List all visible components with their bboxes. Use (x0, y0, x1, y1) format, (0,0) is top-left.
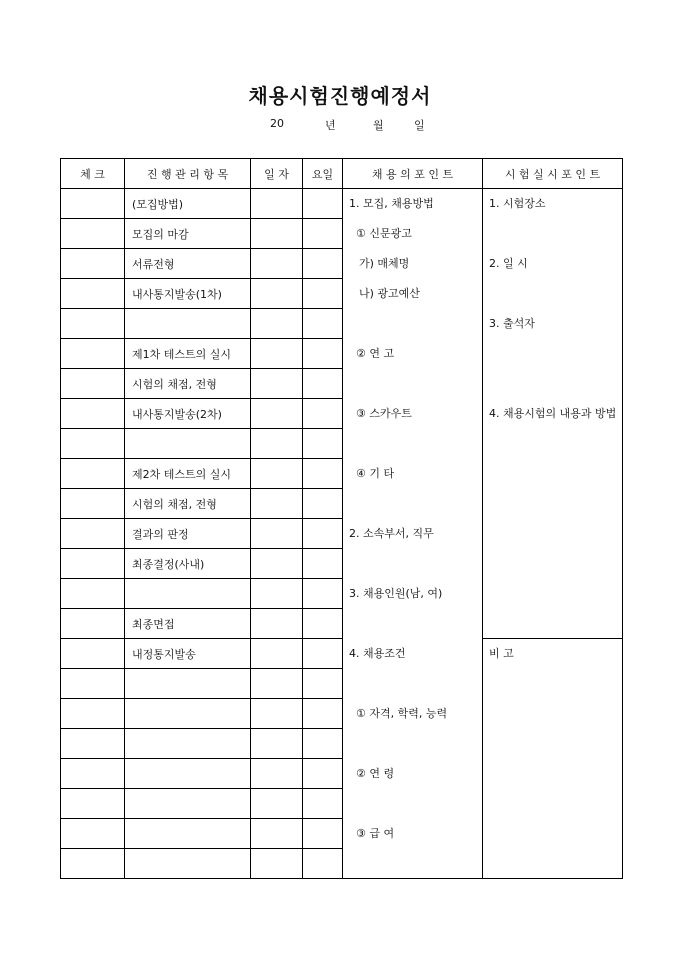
weekday-cell[interactable] (303, 219, 343, 249)
exam-point-line: 3. 출석자 (489, 317, 535, 330)
hiring-point-line: 나) 광고예산 (359, 287, 420, 300)
check-cell[interactable] (61, 219, 125, 249)
weekday-cell[interactable] (303, 279, 343, 309)
hiring-points-cell (343, 189, 483, 879)
date-year-unit: 년 (325, 119, 336, 132)
hiring-point-line: ② 연 고 (356, 347, 395, 360)
date-month-unit: 월 (373, 119, 384, 132)
date-cell[interactable] (251, 729, 303, 759)
item-cell: 결과의 판정 (125, 519, 251, 549)
check-cell[interactable] (61, 249, 125, 279)
date-cell[interactable] (251, 369, 303, 399)
header-weekday: 요일 (303, 159, 343, 189)
header-row (61, 159, 623, 189)
schedule-table (60, 158, 623, 879)
check-cell[interactable] (61, 399, 125, 429)
date-cell[interactable] (251, 399, 303, 429)
date-cell[interactable] (251, 189, 303, 219)
item-cell: 모집의 마감 (125, 219, 251, 249)
item-cell: 시험의 채점, 전형 (125, 489, 251, 519)
date-cell[interactable] (251, 429, 303, 459)
weekday-cell[interactable] (303, 699, 343, 729)
item-cell: 내사통지발송(1차) (125, 279, 251, 309)
hiring-point-line: 가) 매체명 (359, 257, 410, 270)
item-cell: 서류전형 (125, 249, 251, 279)
check-cell[interactable] (61, 579, 125, 609)
date-cell[interactable] (251, 489, 303, 519)
date-cell[interactable] (251, 819, 303, 849)
item-cell: 최종결정(사내) (125, 549, 251, 579)
item-cell: 내정통지발송 (125, 639, 251, 669)
check-cell[interactable] (61, 639, 125, 669)
weekday-cell[interactable] (303, 789, 343, 819)
date-cell[interactable] (251, 309, 303, 339)
date-cell[interactable] (251, 279, 303, 309)
check-cell[interactable] (61, 489, 125, 519)
date-cell[interactable] (251, 219, 303, 249)
hiring-point-line: 2. 소속부서, 직무 (349, 527, 434, 540)
header-hiring-points: 채 용 의 포 인 트 (343, 159, 483, 189)
item-cell: 내사통지발송(2차) (125, 399, 251, 429)
date-cell[interactable] (251, 789, 303, 819)
check-cell[interactable] (61, 189, 125, 219)
date-cell[interactable] (251, 759, 303, 789)
weekday-cell[interactable] (303, 249, 343, 279)
check-cell[interactable] (61, 369, 125, 399)
date-cell[interactable] (251, 519, 303, 549)
check-cell[interactable] (61, 729, 125, 759)
date-cell[interactable] (251, 669, 303, 699)
header-exam-points: 시 험 실 시 포 인 트 (483, 159, 623, 189)
item-cell (125, 669, 251, 699)
header-date: 일 자 (251, 159, 303, 189)
table-row (61, 639, 623, 669)
exam-point-line: 1. 시험장소 (489, 197, 546, 210)
item-cell: 시험의 채점, 전형 (125, 369, 251, 399)
date-cell[interactable] (251, 639, 303, 669)
weekday-cell[interactable] (303, 819, 343, 849)
weekday-cell[interactable] (303, 399, 343, 429)
weekday-cell[interactable] (303, 309, 343, 339)
check-cell[interactable] (61, 609, 125, 639)
hiring-point-line: ③ 급 여 (356, 827, 395, 840)
check-cell[interactable] (61, 339, 125, 369)
item-cell: 제1차 테스트의 실시 (125, 339, 251, 369)
date-cell[interactable] (251, 699, 303, 729)
check-cell[interactable] (61, 789, 125, 819)
check-cell[interactable] (61, 459, 125, 489)
check-cell[interactable] (61, 279, 125, 309)
item-cell (125, 579, 251, 609)
item-cell (125, 309, 251, 339)
date-day-unit: 일 (414, 119, 425, 132)
check-cell[interactable] (61, 309, 125, 339)
exam-point-line: 2. 일 시 (489, 257, 528, 270)
weekday-cell[interactable] (303, 549, 343, 579)
weekday-cell[interactable] (303, 339, 343, 369)
hiring-point-line: ① 자격, 학력, 능력 (356, 707, 448, 720)
item-cell (125, 789, 251, 819)
header-items: 진 행 관 리 항 목 (125, 159, 251, 189)
date-cell[interactable] (251, 249, 303, 279)
check-cell[interactable] (61, 819, 125, 849)
item-cell (125, 849, 251, 879)
date-cell[interactable] (251, 549, 303, 579)
item-cell: 제2차 테스트의 실시 (125, 459, 251, 489)
check-cell[interactable] (61, 669, 125, 699)
hiring-point-line: ① 신문광고 (356, 227, 412, 240)
date-cell[interactable] (251, 339, 303, 369)
check-cell[interactable] (61, 759, 125, 789)
item-cell (125, 699, 251, 729)
hiring-point-line: ④ 기 타 (356, 467, 395, 480)
remarks-label: 비 고 (489, 647, 514, 660)
date-cell[interactable] (251, 579, 303, 609)
weekday-cell[interactable] (303, 489, 343, 519)
check-cell[interactable] (61, 429, 125, 459)
item-cell (125, 759, 251, 789)
date-cell[interactable] (251, 609, 303, 639)
hiring-point-line: 4. 채용조건 (349, 647, 406, 660)
document-title: 채용시험진행예정서 (248, 84, 432, 108)
check-cell[interactable] (61, 849, 125, 879)
weekday-cell[interactable] (303, 429, 343, 459)
check-cell[interactable] (61, 549, 125, 579)
weekday-cell[interactable] (303, 639, 343, 669)
item-cell (125, 729, 251, 759)
remarks-cell[interactable] (483, 639, 623, 879)
date-cell[interactable] (251, 459, 303, 489)
weekday-cell[interactable] (303, 609, 343, 639)
hiring-point-line: 1. 모집, 채용방법 (349, 197, 434, 210)
hiring-point-line: ③ 스카우트 (356, 407, 412, 420)
weekday-cell[interactable] (303, 759, 343, 789)
date-line (0, 117, 680, 133)
weekday-cell[interactable] (303, 459, 343, 489)
check-cell[interactable] (61, 699, 125, 729)
exam-points-cell (483, 189, 623, 639)
date-cell[interactable] (251, 849, 303, 879)
weekday-cell[interactable] (303, 849, 343, 879)
check-cell[interactable] (61, 519, 125, 549)
weekday-cell[interactable] (303, 669, 343, 699)
weekday-cell[interactable] (303, 189, 343, 219)
item-cell: (모집방법) (125, 189, 251, 219)
header-check: 체 크 (61, 159, 125, 189)
weekday-cell[interactable] (303, 519, 343, 549)
item-cell (125, 819, 251, 849)
item-cell: 최종면접 (125, 609, 251, 639)
weekday-cell[interactable] (303, 579, 343, 609)
exam-point-line: 4. 채용시험의 내용과 방법 (489, 407, 617, 420)
item-cell (125, 429, 251, 459)
date-year: 20 (270, 117, 284, 130)
table-row (61, 189, 623, 219)
weekday-cell[interactable] (303, 729, 343, 759)
weekday-cell[interactable] (303, 369, 343, 399)
hiring-point-line: ② 연 령 (356, 767, 395, 780)
hiring-point-line: 3. 채용인원(남, 여) (349, 587, 443, 600)
